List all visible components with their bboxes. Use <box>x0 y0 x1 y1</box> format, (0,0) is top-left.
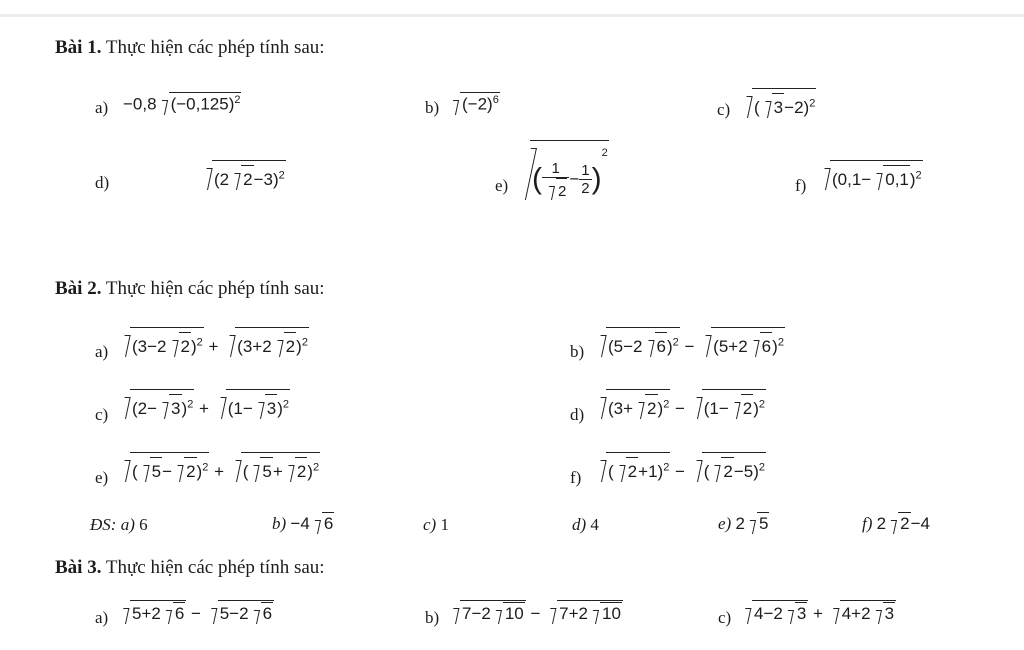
bai2-f-label: f) <box>570 468 582 487</box>
sqrt-symbol: $(-0,125)^2$ <box>159 92 242 115</box>
top-divider <box>0 14 1024 17</box>
bai3-b-label: b) <box>425 608 440 627</box>
bai2-heading <box>55 278 325 300</box>
bai3-title: Bài 3. <box>55 557 102 578</box>
bai1-c-label: c) <box>717 100 731 119</box>
bai2-b-label: b) <box>570 342 585 361</box>
bai3-a-expr: 5+2 6 − 5−2 6 <box>118 600 274 624</box>
bai1-a-label: a) <box>95 98 109 117</box>
sqrt-symbol: $(0,1- 0,1)^2$ <box>820 160 923 190</box>
bai2-c-expr: $(2- 3)^2 + (1- 3)^2$ <box>118 389 290 419</box>
bai1-b-label: b) <box>425 98 440 117</box>
bai3-c-label: c) <box>718 608 732 627</box>
answer-f: f) 2 2−4 <box>862 514 930 533</box>
bai2-f-expr: ( 2+1)$^2$ − ( 2−5)$^2$ <box>594 452 766 482</box>
sqrt-symbol: (2 2−3)$^2$ <box>202 160 286 190</box>
answer-d: d) 4 <box>572 515 599 534</box>
bai1-instruction: Thực hiện các phép tính sau: <box>105 37 325 58</box>
bai2-a-expr: (3−2 2)$^2$ + (3+2 2)$^2$ <box>118 327 309 357</box>
bai2-instruction: Thực hiện các phép tính sau: <box>105 278 325 299</box>
bai1-heading <box>55 37 325 59</box>
answer-c: c) 1 <box>423 515 449 534</box>
bai1-f-expr <box>818 160 923 190</box>
bai1-a-expr: −0,8 $(-0,125)^2$ <box>123 94 241 114</box>
answers-prefix: ĐS: a) 6 <box>90 515 148 534</box>
sqrt-symbol: ( 3−2)$^2$ <box>742 88 816 118</box>
bai1-title: Bài 1. <box>55 37 102 58</box>
answer-b: b) −4 6 <box>272 514 334 533</box>
bai3-c-expr: 4−2 3 + 4+2 3 <box>740 600 896 624</box>
bai1-e-expr <box>518 140 609 200</box>
bai1-d-expr <box>200 160 286 190</box>
sqrt-symbol: $(-2)^6$ <box>450 92 500 115</box>
bai1-b-expr <box>448 92 500 115</box>
bai2-e-label: e) <box>95 468 109 487</box>
sqrt-symbol: ( $\frac{1}{2}$ − $\frac{1}{2}$ )$^2$ <box>520 140 609 200</box>
answer-e: e) 2 5 <box>718 514 769 533</box>
bai3-b-expr: 7−2 10 − 7+2 10 <box>448 600 623 624</box>
bai2-title: Bài 2. <box>55 278 102 299</box>
bai1-e-label: e) <box>495 176 509 195</box>
bai2-d-label: d) <box>570 405 585 424</box>
bai2-d-expr: $(3+ 2)^2 - (1- 2)^2$ <box>594 389 766 419</box>
bai1-c-expr <box>740 88 816 118</box>
bai2-b-expr: (5−2 6)$^2$ − (5+2 6)$^2$ <box>594 327 785 357</box>
bai3-heading <box>55 557 325 579</box>
bai2-e-expr: ( 5− 2)$^2$ + ( 5+ 2)$^2$ <box>118 452 320 482</box>
bai3-a-label: a) <box>95 608 109 627</box>
bai3-instruction: Thực hiện các phép tính sau: <box>105 557 325 578</box>
bai1-d-label: d) <box>95 173 110 192</box>
bai1-f-label: f) <box>795 176 807 195</box>
bai2-a-label: a) <box>95 342 109 361</box>
bai2-c-label: c) <box>95 405 109 424</box>
